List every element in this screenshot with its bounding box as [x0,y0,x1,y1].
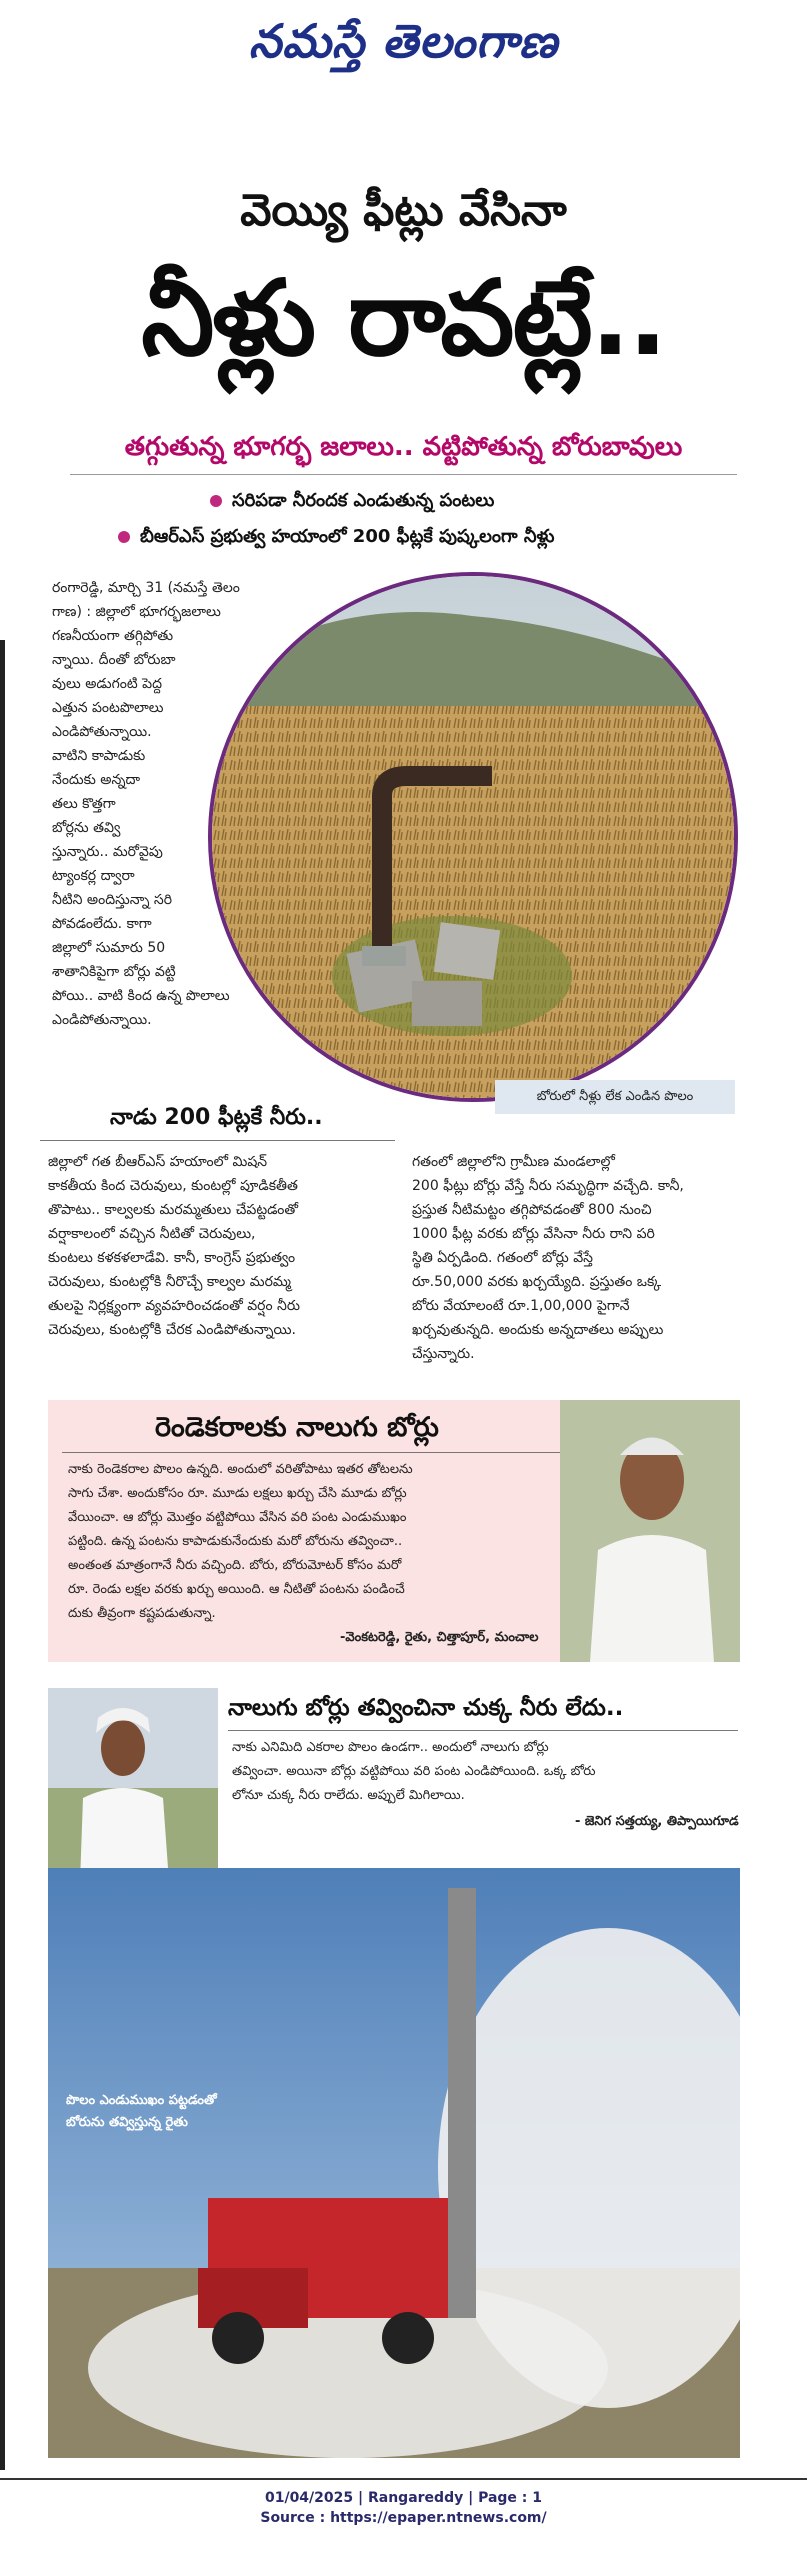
headline: నీళ్లు రావట్లే.. [141,257,666,379]
text-line: చెరువులు, కుంటల్లోకి నీరొచ్చే కాల్వల మరమ్మ [48,1274,291,1290]
bullet-point-2: బీఆర్ఎస్ ప్రభుత్వ హయాంలో 200 ఫీట్లకే పుష్కలంగా నీళ్లు [118,526,554,551]
text-line: కాకతీయ కింద చెరువులు, కుంటల్లో పూడికతీత [48,1178,298,1194]
text-line: శాతానికిపైగా బోర్లు వట్టి [52,964,176,980]
bullet-point-1: సరిపడా నీరందక ఎండుతున్న పంటలు [210,490,494,515]
masthead-title: నమస్తే తెలంగాణ [248,14,559,68]
text-line: వాటిని కాపాడుకు [52,748,146,764]
left-column-rule [0,640,5,2470]
text-line: చేస్తున్నారు. [412,1346,475,1362]
text-line: గణనీయంగా తగ్గిపోతు [52,628,174,644]
text-line: రూ. రెండు లక్షల వరకు ఖర్చు అయింది. ఆ నీటితో పంటను పండించే [68,1582,405,1597]
text-line: తలు కొత్తగా [52,796,116,812]
text-line: చెరువులు, కుంటల్లోకి చేరక ఎండిపోతున్నాయి. [48,1322,296,1338]
text-line: రూ.50,000 వరకు ఖర్చయ్యేది. ప్రస్తుతం ఒక్క [412,1274,662,1290]
text-line: కుంటలు కళకళలాడేవి. కానీ, కాంగ్రెస్ ప్రభుత్వం [48,1250,296,1266]
quote2-heading: నాలుగు బోర్లు తవ్వించినా చుక్క నీరు లేదు.. [228,1695,624,1721]
borewell-drilling-illustration [48,1868,740,2458]
text-line: ఎత్తున పంటపొలాలు [52,700,164,716]
text-line: గతంలో జిల్లాలోని గ్రామీణ మండలాల్లో [412,1154,615,1170]
text-line: పట్టింది. ఉన్న పంటను కాపాడుకునేందుకు మరో బోరును తవ్వించా.. [68,1534,403,1549]
quote-credit: -వెంకటరెడ్డి, రైతు, చిత్తాపూర్, మంచాల [340,1630,539,1645]
text-line: నాకు ఎనిమిది ఎకరాల పొలం ఉండగా.. అందులో నాలుగు బోర్లు [232,1740,549,1755]
text-line: నాకు రెండెకరాల పొలం ఉన్నది. అందులో వరితోపాటు ఇతర తోటలను [68,1462,413,1477]
quote2-credit: - జెనిగ సత్తయ్య, తిప్పాయిగూడ [575,1814,739,1829]
section2-paragraph [412,1150,742,1366]
section1-paragraph [48,1150,400,1342]
text-line: లోనూ చుక్క నీరు రాలేదు. అప్పులే మిగిలాయి. [232,1788,465,1803]
text-line: దుకు తీవ్రంగా కష్టపడుతున్నా. [68,1606,216,1621]
dry-field-illustration [212,576,734,1098]
footer [0,2488,807,2528]
text-line: బోరు వేయాలంటే రూ.1,00,000 పైగానే [412,1298,630,1314]
text-line: అంతంత మాత్రంగానే నీరు వచ్చింది. బోరు, బోరుమోటర్ కోసం మరో [68,1558,402,1573]
divider [40,1140,395,1141]
text-line: జిల్లాలో సుమారు 50 [52,940,166,956]
masthead [0,0,807,80]
text-line: తులపై నిర్లక్ష్యంగా వ్యవహరించడంతో వర్షం నీరు [48,1298,301,1314]
text-line: వర్షాకాలంలో వచ్చిన నీటితో చెరువులు, [48,1226,256,1242]
bullet-icon [118,531,130,543]
subheadline: తగ్గుతున్న భూగర్భ జలాలు.. వట్టిపోతున్న బోరుబావులు [124,432,683,462]
text-line: ప్రస్తుత నీటిమట్టం తగ్గిపోవడంతో 800 నుంచి [412,1202,652,1218]
dry-field-photo [208,572,738,1102]
footer-rule [0,2478,807,2480]
text-line: సాగు చేశా. అందుకోసం రూ. మూడు లక్షలు ఖర్చు చేసి మూడు బోర్లు [68,1486,407,1501]
text-line: తొపాటు.. కాల్వలకు మరమ్మతులు చేపట్టడంతో [48,1202,299,1218]
text-line: స్థితి ఏర్పడింది. గతంలో బోర్లు వేస్తే [412,1250,593,1266]
divider [62,1452,582,1453]
quote2-text [232,1736,732,1808]
text-line: ఖర్చవుతున్నది. అందుకు అన్నదాతలు అప్పులు [412,1322,664,1338]
drilling-photo-caption: పొలం ఎండుముఖం పట్టడంతో బోరును తవ్విస్తున్న రైతు [66,2093,217,2130]
quote-heading: రెండెకరాలకు నాలుగు బోర్లు [155,1412,439,1443]
text-line: రంగారెడ్డి, మార్చి 31 (నమస్తే తెలం [52,580,240,596]
bullet-icon [210,495,222,507]
divider [228,1730,738,1731]
text-line: నీటిని అందిస్తున్నా సరి [52,892,173,908]
photo-caption: బోరులో నీళ్లు లేక ఎండిన పొలం [495,1080,735,1114]
text-line: ఎండిపోతున్నాయి. [52,724,152,740]
text-line: 200 ఫీట్లు బోర్లు వేస్తే నీరు సమృద్ధిగా వచ్చేది. కానీ, [412,1178,684,1194]
text-line: వేయించా. ఆ బోర్లు మొత్తం వట్టిపోయి వేసిన వరి పంట ఎండుముఖం [68,1510,407,1525]
divider [70,474,737,475]
text-line: ఎండిపోతున్నాయి. [52,1012,152,1028]
text-line: 1000 ఫీట్ల వరకు బోర్లు వేసినా నీరు రాని పరి [412,1226,655,1242]
text-line: నేందుకు అన్నదా [52,772,141,788]
text-line: పోవడంలేదు. కాగా [52,916,152,932]
text-line: వులు అడుగంటి పెద్ద [52,676,162,692]
borewell-drilling-photo [48,1868,740,2458]
text-line: తవ్వించా. అయినా బోర్లు వట్టిపోయి వరి పంట ఎండిపోయింది. ఒక్క బోరు [232,1764,596,1779]
text-line: ట్యాంకర్ల ద్వారా [52,868,135,884]
headline-kicker: వెయ్యి ఫీట్లు వేసినా [240,185,567,236]
farmer-portrait-illustration [560,1400,740,1662]
footer-source-link[interactable]: Source : https://epaper.ntnews.com/ [260,2510,547,2526]
footer-edition-info: 01/04/2025 | Rangareddy | Page : 1 [264,2490,543,2506]
section-heading: నాడు 200 ఫీట్లకే నీరు.. [110,1105,323,1130]
text-line: బోర్లను తవ్వి [52,820,121,836]
text-line: గాణ) : జిల్లాలో భూగర్భజలాలు [52,604,221,620]
quote-text [68,1458,578,1626]
text-line: పోయి.. వాటి కింద ఉన్న పొలాలు [52,988,230,1004]
text-line: స్తున్నారు.. మరోవైపు [52,844,163,860]
text-line: న్నాయి. దీంతో బోరుబా [52,652,176,668]
farmer-portrait [560,1400,740,1662]
text-line: జిల్లాలో గత బీఆర్ఎస్ హయాంలో మిషన్ [48,1154,268,1170]
